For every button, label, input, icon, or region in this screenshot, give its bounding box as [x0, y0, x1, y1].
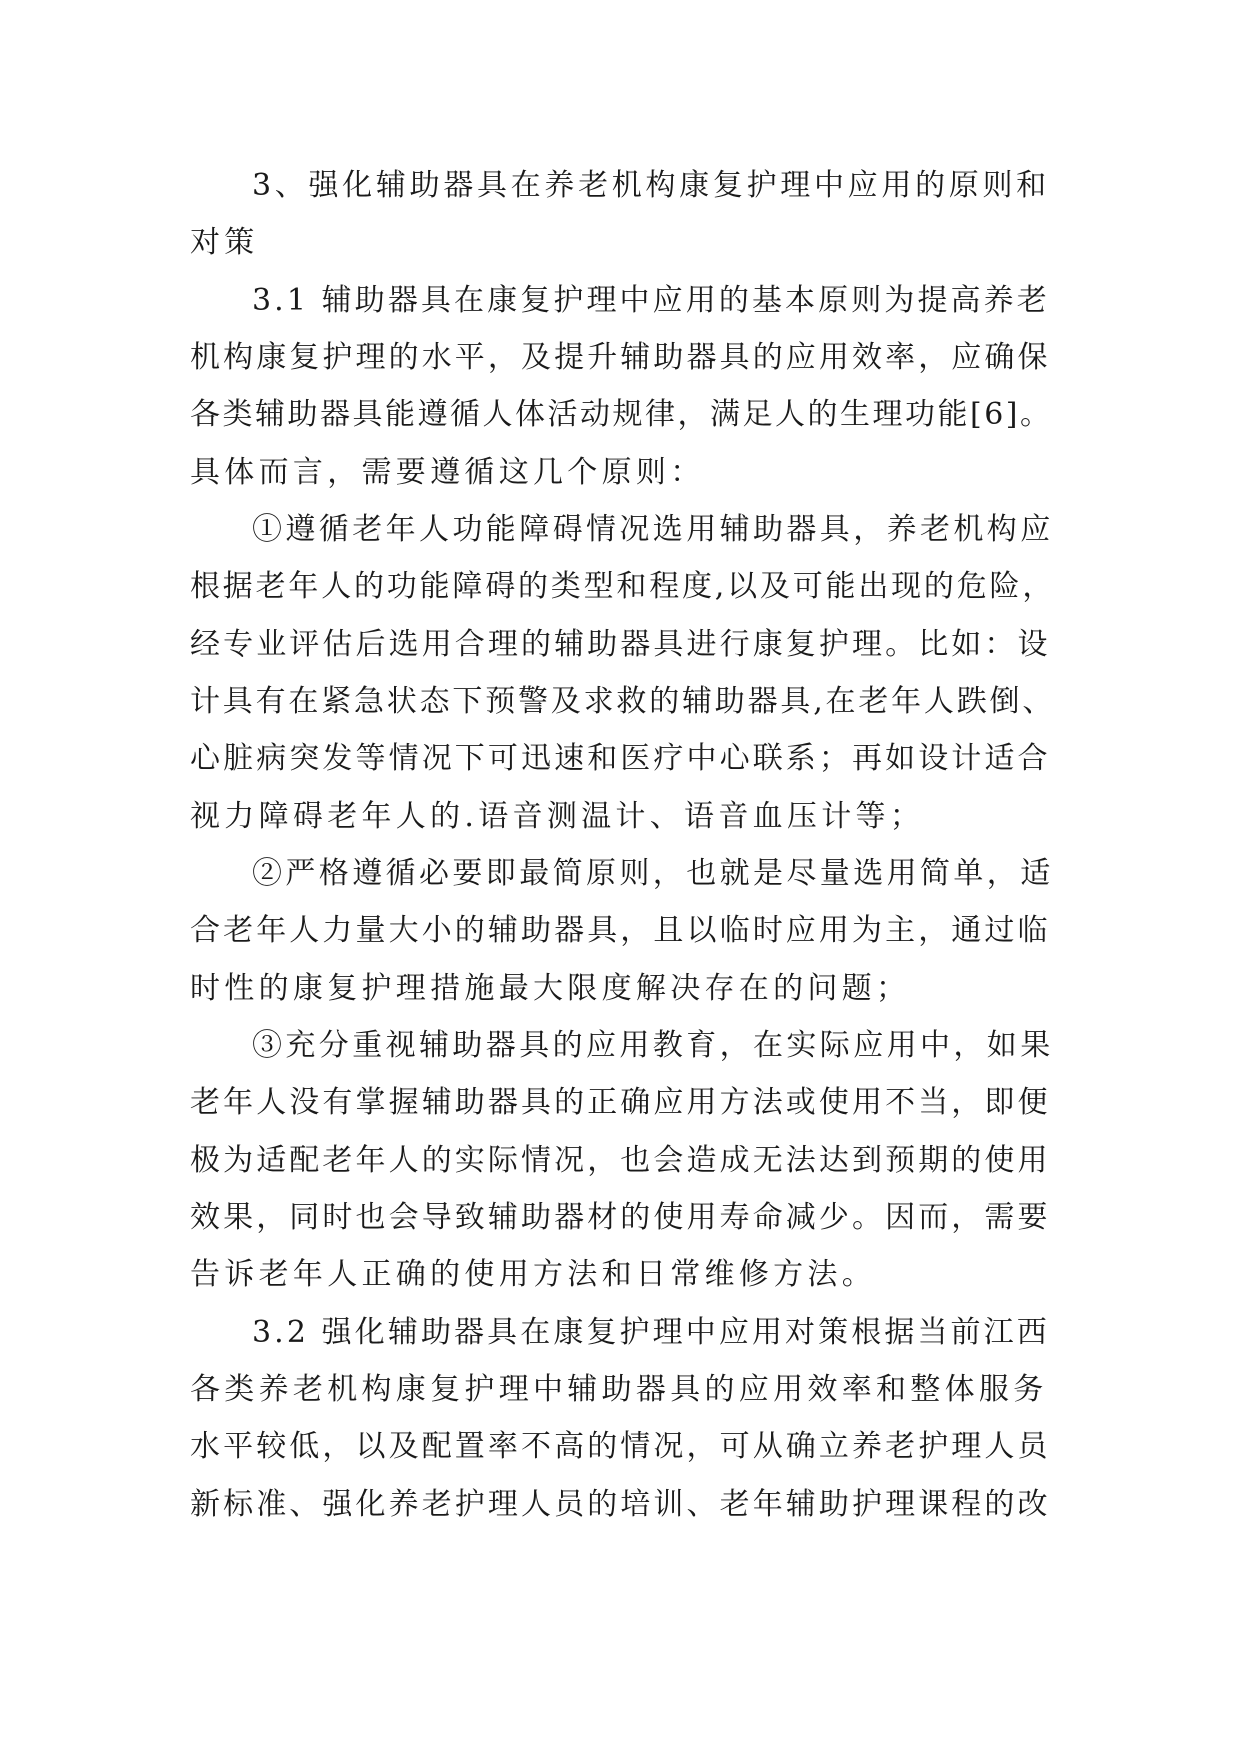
- principle-1-line-5: 心脏病突发等情况下可迅速和医疗中心联系；再如设计适合: [190, 741, 1051, 776]
- principle-3-line-2: 老年人没有掌握辅助器具的正确应用方法或使用不当，即便: [190, 1085, 1051, 1120]
- section-3-2-line-2: 各类养老机构康复护理中辅助器具的应用效率和整体服务: [190, 1372, 1048, 1407]
- section-3-2-line-4: 新标准、强化养老护理人员的培训、老年辅助护理课程的改: [190, 1487, 1051, 1522]
- principle-3-line-1: ③充分重视辅助器具的应用教育，在实际应用中，如果: [252, 1028, 1054, 1063]
- section-3-2-line-3: 水平较低，以及配置率不高的情况，可从确立养老护理人员: [190, 1429, 1051, 1464]
- principle-3-line-5: 告诉老年人正确的使用方法和日常维修方法。: [190, 1257, 876, 1292]
- principle-2-line-3: 时性的康复护理措施最大限度解决存在的问题；: [190, 971, 911, 1006]
- principle-1-line-3: 经专业评估后选用合理的辅助器具进行康复护理。比如：设: [190, 627, 1051, 662]
- principle-1-line-1: ①遵循老年人功能障碍情况选用辅助器具，养老机构应: [252, 512, 1054, 547]
- section-3-1-line-3: 各类辅助器具能遵循人体活动规律，满足人的生理功能[6]。: [190, 397, 1053, 432]
- section-3-1-line-4: 具体而言，需要遵循这几个原则：: [190, 455, 705, 490]
- section-3-2-line-1: 3.2 强化辅助器具在康复护理中应用对策根据当前江西: [252, 1315, 1050, 1350]
- principle-2-line-1: ②严格遵循必要即最简原则，也就是尽量选用简单，适: [252, 856, 1054, 891]
- principle-3-line-3: 极为适配老年人的实际情况，也会造成无法达到预期的使用: [190, 1143, 1051, 1178]
- section-3-heading-line-1: 3、强化辅助器具在养老机构康复护理中应用的原则和: [252, 168, 1050, 203]
- principle-2-line-2: 合老年人力量大小的辅助器具，且以临时应用为主，通过临: [190, 913, 1051, 948]
- principle-3-line-4: 效果，同时也会导致辅助器材的使用寿命减少。因而，需要: [190, 1200, 1051, 1235]
- principle-1-line-6: 视力障碍老年人的.语音测温计、语音血压计等；: [190, 799, 925, 834]
- section-3-1-line-1: 3.1 辅助器具在康复护理中应用的基本原则为提高养老: [252, 283, 1050, 318]
- principle-1-line-2: 根据老年人的功能障碍的类型和程度,以及可能出现的危险，: [190, 569, 1056, 604]
- section-3-heading-line-2: 对策: [190, 225, 259, 260]
- section-3-1-line-2: 机构康复护理的水平，及提升辅助器具的应用效率，应确保: [190, 340, 1051, 375]
- principle-1-line-4: 计具有在紧急状态下预警及求救的辅助器具,在老年人跌倒、: [190, 684, 1056, 719]
